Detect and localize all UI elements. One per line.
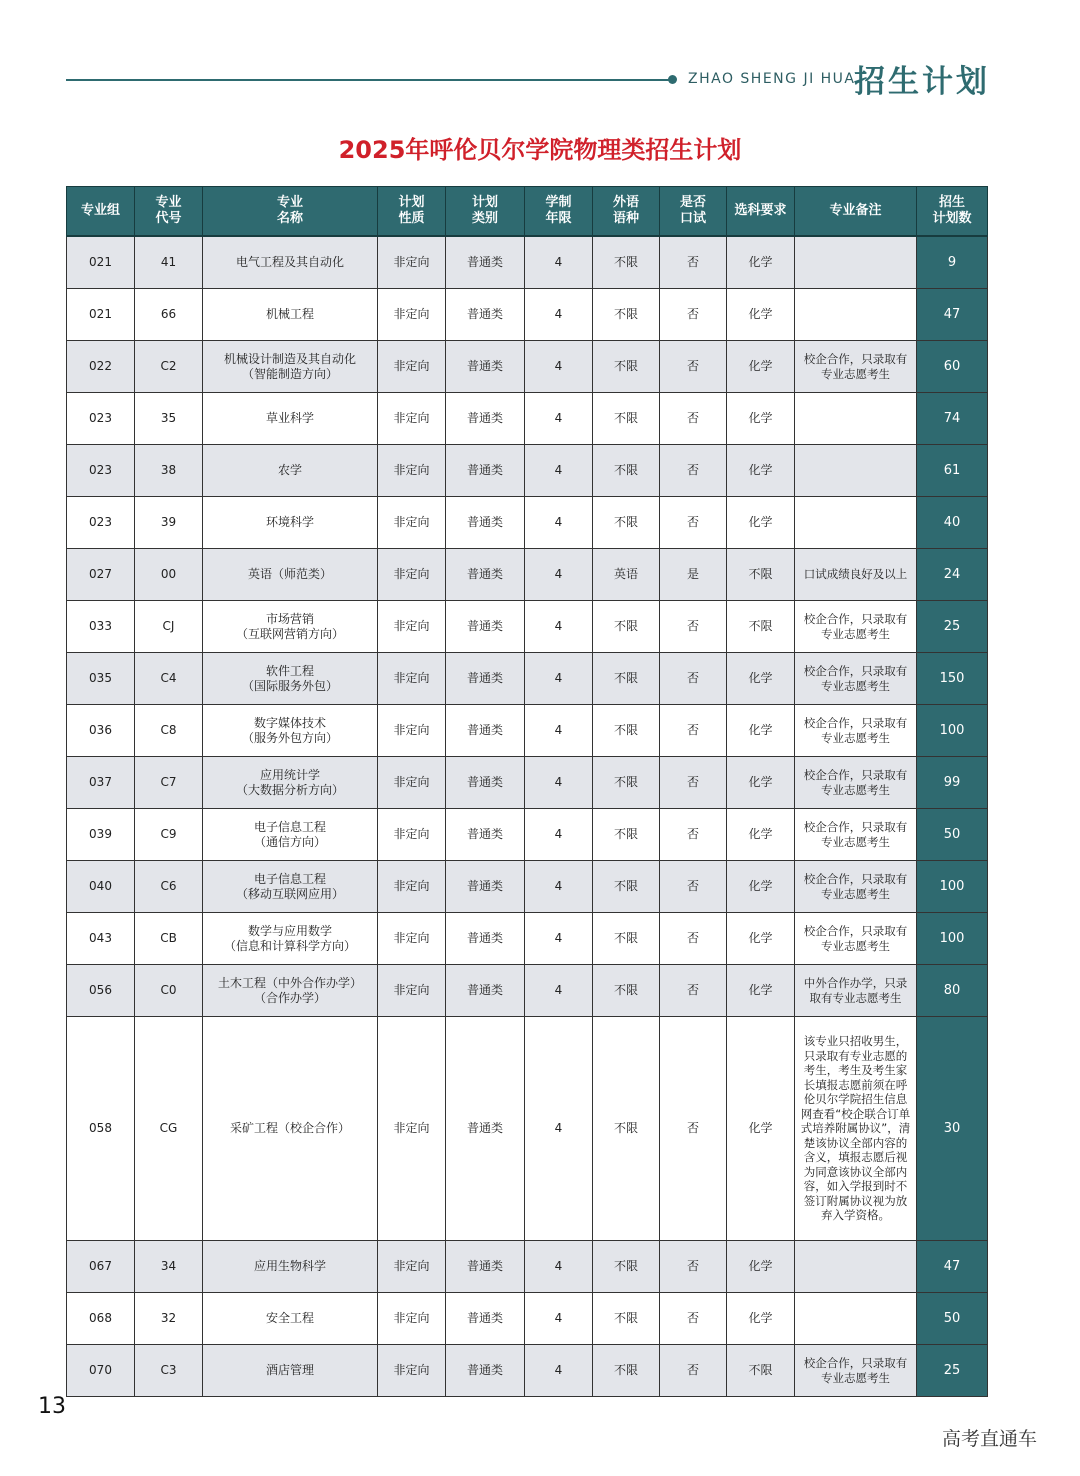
years-cell: 4 <box>525 601 593 653</box>
code-cell: CJ <box>135 601 203 653</box>
nature-cell: 非定向 <box>378 1241 446 1293</box>
table-row <box>67 1017 988 1241</box>
plan-count-cell: 24 <box>917 549 988 601</box>
oral-exam-cell: 否 <box>660 861 727 913</box>
group-cell: 027 <box>67 549 135 601</box>
major-name-cell <box>203 289 378 341</box>
language-cell: 不限 <box>593 809 660 861</box>
years-cell: 4 <box>525 1345 593 1397</box>
oral-exam-cell: 否 <box>660 1241 727 1293</box>
major-name-cell <box>203 445 378 497</box>
language-cell: 英语 <box>593 549 660 601</box>
table-row <box>67 1293 988 1345</box>
nature-cell: 非定向 <box>378 549 446 601</box>
major-name-line: 电子信息工程 <box>253 819 326 834</box>
nature-cell: 非定向 <box>378 445 446 497</box>
column-header-label: 性质 <box>398 211 425 226</box>
major-name-cell <box>203 341 378 393</box>
category-cell: 普通类 <box>446 1241 525 1293</box>
note-cell: 校企合作，只录取有专业志愿考生 <box>795 809 917 861</box>
note-cell: 中外合作办学，只录取有专业志愿考生 <box>795 965 917 1017</box>
group-cell: 033 <box>67 601 135 653</box>
language-cell: 不限 <box>593 757 660 809</box>
nature-cell: 非定向 <box>378 341 446 393</box>
plan-count-cell: 100 <box>917 705 988 757</box>
category-cell: 普通类 <box>446 965 525 1017</box>
table-row <box>67 601 988 653</box>
table-row <box>67 549 988 601</box>
language-cell: 不限 <box>593 1345 660 1397</box>
code-cell: C0 <box>135 965 203 1017</box>
code-cell: 35 <box>135 393 203 445</box>
subject-cell: 不限 <box>727 1345 795 1397</box>
nature-cell: 非定向 <box>378 1345 446 1397</box>
note-cell: 校企合作，只录取有专业志愿考生 <box>795 913 917 965</box>
major-name-line: 应用生物科学 <box>253 1259 326 1273</box>
column-header-label: 年限 <box>545 211 572 226</box>
language-cell: 不限 <box>593 653 660 705</box>
category-cell: 普通类 <box>446 913 525 965</box>
years-cell: 4 <box>525 809 593 861</box>
header-pinyin: ZHAO SHENG JI HUA <box>688 71 856 87</box>
major-name-cell <box>203 1293 378 1345</box>
subject-cell: 化学 <box>727 497 795 549</box>
table-row <box>67 861 988 913</box>
major-name-cell <box>203 497 378 549</box>
group-cell: 067 <box>67 1241 135 1293</box>
years-cell: 4 <box>525 965 593 1017</box>
plan-count-cell: 99 <box>917 757 988 809</box>
oral-exam-cell: 否 <box>660 289 727 341</box>
years-cell: 4 <box>525 1241 593 1293</box>
oral-exam-cell: 否 <box>660 653 727 705</box>
table-row <box>67 1241 988 1293</box>
group-cell: 021 <box>67 289 135 341</box>
years-cell: 4 <box>525 1017 593 1241</box>
category-cell: 普通类 <box>446 393 525 445</box>
major-name-line: 市场营销 <box>265 611 314 626</box>
subject-cell: 化学 <box>727 1017 795 1241</box>
oral-exam-cell: 否 <box>660 965 727 1017</box>
plan-count-cell: 30 <box>917 1017 988 1241</box>
nature-cell: 非定向 <box>378 497 446 549</box>
years-cell: 4 <box>525 705 593 757</box>
major-name-line: 机械设计制造及其自动化 <box>223 351 356 366</box>
major-name-line: 数字媒体技术 <box>253 715 326 730</box>
note-cell: 校企合作，只录取有专业志愿考生 <box>795 653 917 705</box>
years-cell: 4 <box>525 445 593 497</box>
oral-exam-cell: 否 <box>660 341 727 393</box>
code-cell: 39 <box>135 497 203 549</box>
code-cell: C7 <box>135 757 203 809</box>
major-name-cell <box>203 705 378 757</box>
note-cell: 校企合作，只录取有专业志愿考生 <box>795 861 917 913</box>
oral-exam-cell: 否 <box>660 497 727 549</box>
subject-cell: 化学 <box>727 1293 795 1345</box>
years-cell: 4 <box>525 549 593 601</box>
column-header-label: 专业组 <box>80 203 120 218</box>
oral-exam-cell: 否 <box>660 1345 727 1397</box>
group-cell: 040 <box>67 861 135 913</box>
language-cell: 不限 <box>593 393 660 445</box>
plan-count-cell: 150 <box>917 653 988 705</box>
category-cell: 普通类 <box>446 1293 525 1345</box>
subject-cell: 化学 <box>727 705 795 757</box>
code-cell: 66 <box>135 289 203 341</box>
code-cell: 38 <box>135 445 203 497</box>
category-cell: 普通类 <box>446 705 525 757</box>
group-cell: 070 <box>67 1345 135 1397</box>
major-name-line: 机械工程 <box>265 307 314 321</box>
table-row <box>67 913 988 965</box>
major-name-line: 电子信息工程 <box>253 871 326 886</box>
nature-cell: 非定向 <box>378 913 446 965</box>
group-cell: 043 <box>67 913 135 965</box>
header-rule <box>66 79 672 81</box>
nature-cell: 非定向 <box>378 965 446 1017</box>
code-cell: 32 <box>135 1293 203 1345</box>
table-row <box>67 236 988 289</box>
oral-exam-cell: 否 <box>660 601 727 653</box>
major-name-cell <box>203 393 378 445</box>
language-cell: 不限 <box>593 341 660 393</box>
note-cell: 该专业只招收男生，只录取有专业志愿的考生，考生及考生家长填报志愿前须在呼伦贝尔学院招生信息网查看“校企联合订单式培养附属协议”，清楚该协议全部内容的含义，填报志愿后视为同意该协议全部内容，如入学报到时不签订附属协议视为放弃入学资格。 <box>795 1017 917 1241</box>
column-header-label: 招生 <box>938 195 965 210</box>
major-name-cell <box>203 861 378 913</box>
code-cell: 34 <box>135 1241 203 1293</box>
language-cell: 不限 <box>593 861 660 913</box>
group-cell: 068 <box>67 1293 135 1345</box>
category-cell: 普通类 <box>446 653 525 705</box>
column-header-label: 是否 <box>679 195 706 210</box>
major-name-line: （大数据分析方向） <box>235 782 344 797</box>
group-cell: 023 <box>67 393 135 445</box>
nature-cell: 非定向 <box>378 809 446 861</box>
subject-cell: 化学 <box>727 341 795 393</box>
column-header <box>378 187 446 237</box>
note-cell <box>795 289 917 341</box>
major-name-line: （互联网营销方向） <box>235 626 344 641</box>
table-row <box>67 341 988 393</box>
column-header <box>795 187 917 237</box>
group-cell: 021 <box>67 236 135 289</box>
years-cell: 4 <box>525 289 593 341</box>
column-header-label: 选科要求 <box>734 203 787 218</box>
major-name-line: （国际服务外包） <box>241 678 338 693</box>
code-cell: CB <box>135 913 203 965</box>
plan-count-cell: 60 <box>917 341 988 393</box>
table-row <box>67 445 988 497</box>
oral-exam-cell: 否 <box>660 913 727 965</box>
language-cell: 不限 <box>593 497 660 549</box>
category-cell: 普通类 <box>446 289 525 341</box>
subject-cell: 化学 <box>727 445 795 497</box>
column-header <box>203 187 378 237</box>
column-header <box>917 187 988 237</box>
code-cell: 00 <box>135 549 203 601</box>
years-cell: 4 <box>525 1293 593 1345</box>
group-cell: 023 <box>67 497 135 549</box>
major-name-line: 草业科学 <box>265 411 314 425</box>
category-cell: 普通类 <box>446 445 525 497</box>
years-cell: 4 <box>525 861 593 913</box>
language-cell: 不限 <box>593 705 660 757</box>
nature-cell: 非定向 <box>378 653 446 705</box>
nature-cell: 非定向 <box>378 236 446 289</box>
major-name-line: 土木工程（中外合作办学） <box>217 975 362 990</box>
category-cell: 普通类 <box>446 549 525 601</box>
column-header-label: 专业备注 <box>829 203 882 218</box>
code-cell: C9 <box>135 809 203 861</box>
years-cell: 4 <box>525 236 593 289</box>
major-name-line: （服务外包方向） <box>241 730 338 745</box>
oral-exam-cell: 否 <box>660 393 727 445</box>
major-name-line: 酒店管理 <box>265 1363 314 1377</box>
language-cell: 不限 <box>593 601 660 653</box>
years-cell: 4 <box>525 757 593 809</box>
oral-exam-cell: 否 <box>660 1017 727 1241</box>
plan-count-cell: 47 <box>917 289 988 341</box>
note-cell: 口试成绩良好及以上 <box>795 549 917 601</box>
oral-exam-cell: 是 <box>660 549 727 601</box>
major-name-cell <box>203 1345 378 1397</box>
plan-count-cell: 47 <box>917 1241 988 1293</box>
oral-exam-cell: 否 <box>660 809 727 861</box>
group-cell: 035 <box>67 653 135 705</box>
major-name-line: 数学与应用数学 <box>247 923 332 938</box>
column-header-label: 计划 <box>398 195 425 210</box>
plan-count-cell: 50 <box>917 1293 988 1345</box>
major-name-cell <box>203 809 378 861</box>
subject-cell: 不限 <box>727 549 795 601</box>
oral-exam-cell: 否 <box>660 445 727 497</box>
enrollment-plan-table <box>66 186 988 1397</box>
years-cell: 4 <box>525 497 593 549</box>
group-cell: 036 <box>67 705 135 757</box>
note-cell: 校企合作，只录取有专业志愿考生 <box>795 601 917 653</box>
language-cell: 不限 <box>593 445 660 497</box>
language-cell: 不限 <box>593 1293 660 1345</box>
oral-exam-cell: 否 <box>660 236 727 289</box>
column-header <box>660 187 727 237</box>
plan-count-cell: 100 <box>917 913 988 965</box>
note-cell <box>795 497 917 549</box>
table-row <box>67 653 988 705</box>
major-name-cell <box>203 653 378 705</box>
category-cell: 普通类 <box>446 1017 525 1241</box>
group-cell: 022 <box>67 341 135 393</box>
category-cell: 普通类 <box>446 497 525 549</box>
years-cell: 4 <box>525 913 593 965</box>
code-cell: C4 <box>135 653 203 705</box>
major-name-line: （信息和计算科学方向） <box>223 938 356 953</box>
code-cell: 41 <box>135 236 203 289</box>
table-row <box>67 497 988 549</box>
note-cell: 校企合作，只录取有专业志愿考生 <box>795 757 917 809</box>
note-cell: 校企合作，只录取有专业志愿考生 <box>795 705 917 757</box>
column-header-label: 计划 <box>471 195 498 210</box>
nature-cell: 非定向 <box>378 289 446 341</box>
major-name-cell <box>203 236 378 289</box>
oral-exam-cell: 否 <box>660 757 727 809</box>
group-cell: 039 <box>67 809 135 861</box>
category-cell: 普通类 <box>446 861 525 913</box>
major-name-line: 环境科学 <box>265 515 314 529</box>
language-cell: 不限 <box>593 1017 660 1241</box>
plan-count-cell: 74 <box>917 393 988 445</box>
table-row <box>67 705 988 757</box>
subject-cell: 化学 <box>727 757 795 809</box>
years-cell: 4 <box>525 393 593 445</box>
years-cell: 4 <box>525 653 593 705</box>
plan-count-cell: 50 <box>917 809 988 861</box>
subject-cell: 不限 <box>727 601 795 653</box>
group-cell: 023 <box>67 445 135 497</box>
column-header <box>593 187 660 237</box>
subject-cell: 化学 <box>727 236 795 289</box>
language-cell: 不限 <box>593 1241 660 1293</box>
years-cell: 4 <box>525 341 593 393</box>
note-cell: 校企合作，只录取有专业志愿考生 <box>795 341 917 393</box>
subject-cell: 化学 <box>727 653 795 705</box>
note-cell <box>795 445 917 497</box>
major-name-cell <box>203 1241 378 1293</box>
column-header <box>135 187 203 237</box>
major-name-cell <box>203 1017 378 1241</box>
page-number: 13 <box>38 1394 66 1419</box>
category-cell: 普通类 <box>446 1345 525 1397</box>
major-name-line: 软件工程 <box>265 663 314 678</box>
category-cell: 普通类 <box>446 236 525 289</box>
nature-cell: 非定向 <box>378 393 446 445</box>
column-header-label: 类别 <box>471 211 498 226</box>
nature-cell: 非定向 <box>378 1017 446 1241</box>
language-cell: 不限 <box>593 913 660 965</box>
major-name-cell <box>203 757 378 809</box>
watermark-text: 高考直通车 <box>942 1428 1038 1450</box>
column-header-label: 计划数 <box>932 211 972 226</box>
column-header-label: 语种 <box>612 211 639 226</box>
header-dot <box>668 75 677 84</box>
language-cell: 不限 <box>593 236 660 289</box>
column-header <box>727 187 795 237</box>
major-name-cell <box>203 549 378 601</box>
category-cell: 普通类 <box>446 757 525 809</box>
major-name-cell <box>203 601 378 653</box>
table-row <box>67 393 988 445</box>
table-header-row <box>67 187 988 237</box>
code-cell: C6 <box>135 861 203 913</box>
major-name-cell <box>203 965 378 1017</box>
column-header-label: 代号 <box>155 211 182 226</box>
oral-exam-cell: 否 <box>660 1293 727 1345</box>
oral-exam-cell: 否 <box>660 705 727 757</box>
column-header <box>525 187 593 237</box>
nature-cell: 非定向 <box>378 601 446 653</box>
major-name-line: （合作办学） <box>253 990 326 1005</box>
major-name-line: 应用统计学 <box>259 767 320 782</box>
major-name-line: 英语（师范类） <box>247 567 332 581</box>
code-cell: C8 <box>135 705 203 757</box>
code-cell: CG <box>135 1017 203 1241</box>
language-cell: 不限 <box>593 965 660 1017</box>
category-cell: 普通类 <box>446 809 525 861</box>
code-cell: C2 <box>135 341 203 393</box>
header-title: 招生计划 <box>854 64 990 100</box>
major-name-line: 电气工程及其自动化 <box>235 255 344 269</box>
column-header <box>67 187 135 237</box>
subject-cell: 化学 <box>727 861 795 913</box>
group-cell: 058 <box>67 1017 135 1241</box>
column-header-label: 专业 <box>155 195 182 210</box>
group-cell: 037 <box>67 757 135 809</box>
plan-count-cell: 61 <box>917 445 988 497</box>
plan-count-cell: 80 <box>917 965 988 1017</box>
note-cell <box>795 1293 917 1345</box>
note-cell <box>795 1241 917 1293</box>
subject-cell: 化学 <box>727 965 795 1017</box>
nature-cell: 非定向 <box>378 757 446 809</box>
column-header-label: 外语 <box>612 195 639 210</box>
table-row <box>67 1345 988 1397</box>
note-cell: 校企合作，只录取有专业志愿考生 <box>795 1345 917 1397</box>
category-cell: 普通类 <box>446 601 525 653</box>
major-name-line: 采矿工程（校企合作） <box>229 1121 350 1135</box>
major-name-cell <box>203 913 378 965</box>
table-row <box>67 965 988 1017</box>
nature-cell: 非定向 <box>378 861 446 913</box>
major-name-line: （移动互联网应用） <box>235 886 344 901</box>
subject-cell: 化学 <box>727 913 795 965</box>
column-header-label: 口试 <box>679 211 706 226</box>
major-name-line: （智能制造方向） <box>241 366 338 381</box>
subject-cell: 化学 <box>727 809 795 861</box>
major-name-line: 农学 <box>277 463 302 477</box>
plan-count-cell: 100 <box>917 861 988 913</box>
major-name-line: （通信方向） <box>253 834 326 849</box>
major-name-line: 安全工程 <box>265 1311 314 1325</box>
note-cell <box>795 393 917 445</box>
note-cell <box>795 236 917 289</box>
table-row <box>67 757 988 809</box>
nature-cell: 非定向 <box>378 705 446 757</box>
table-row <box>67 289 988 341</box>
plan-count-cell: 25 <box>917 601 988 653</box>
group-cell: 056 <box>67 965 135 1017</box>
table-row <box>67 809 988 861</box>
column-header-label: 名称 <box>276 211 303 226</box>
nature-cell: 非定向 <box>378 1293 446 1345</box>
language-cell: 不限 <box>593 289 660 341</box>
column-header-label: 学制 <box>545 195 572 210</box>
document-title: 2025年呼伦贝尔学院物理类招生计划 <box>338 136 742 164</box>
plan-count-cell: 40 <box>917 497 988 549</box>
plan-count-cell: 25 <box>917 1345 988 1397</box>
plan-count-cell: 9 <box>917 236 988 289</box>
category-cell: 普通类 <box>446 341 525 393</box>
subject-cell: 化学 <box>727 1241 795 1293</box>
column-header <box>446 187 525 237</box>
subject-cell: 化学 <box>727 393 795 445</box>
code-cell: C3 <box>135 1345 203 1397</box>
subject-cell: 化学 <box>727 289 795 341</box>
column-header-label: 专业 <box>276 195 303 210</box>
